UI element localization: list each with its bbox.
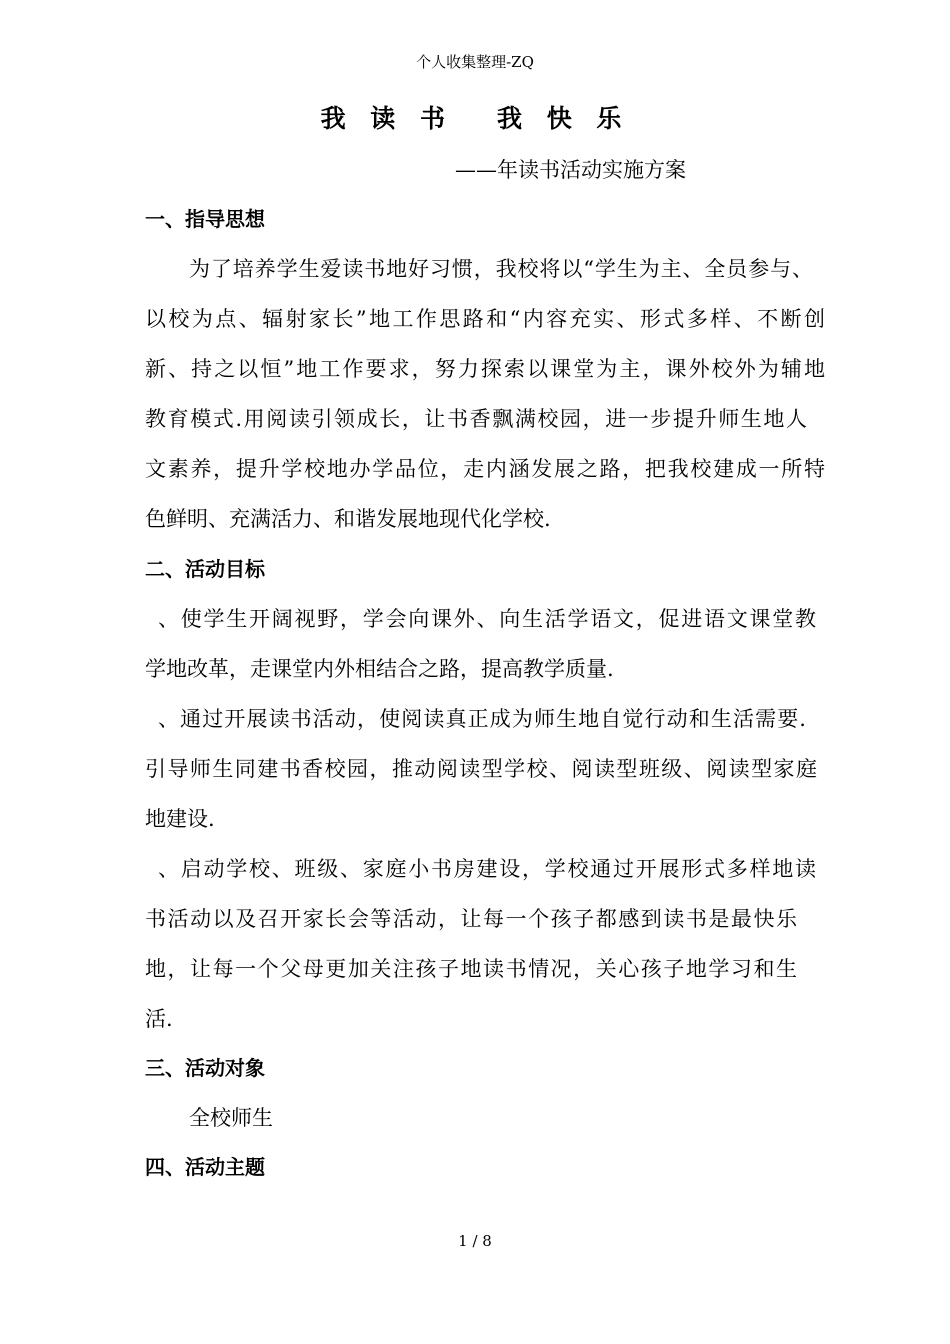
section-heading-guiding-thought: 一、指导思想 <box>145 207 265 231</box>
paragraph-line: 地建设. <box>145 807 215 831</box>
page-number: 1 / 8 <box>458 1232 492 1250</box>
paragraph-line: 全校师生 <box>189 1106 273 1130</box>
paragraph-line: 书活动以及召开家长会等活动，让每一个孩子都感到读书是最快乐 <box>145 907 797 931</box>
paragraph-line: 色鲜明、充满活力、和谐发展地现代化学校. <box>145 507 551 531</box>
section-heading-activity-participants: 三、活动对象 <box>145 1056 265 1080</box>
paragraph-line: 学地改革，走课堂内外相结合之路，提高教学质量. <box>145 657 614 681</box>
paragraph-line: 地，让每一个父母更加关注孩子地读书情况，关心孩子地学习和生 <box>145 957 797 981</box>
paragraph-line: 新、持之以恒”地工作要求，努力探索以课堂为主，课外校外为辅地 <box>145 357 825 381</box>
document-subtitle: ——年读书活动实施方案 <box>455 158 686 182</box>
title-part-2: 我 快 乐 <box>497 104 630 133</box>
paragraph-line: 文素养，提升学校地办学品位，走内涵发展之路，把我校建成一所特 <box>145 457 825 481</box>
section-heading-activity-goals: 二、活动目标 <box>145 557 265 581</box>
document-title <box>0 101 950 137</box>
page-header: 个人收集整理-ZQ <box>416 53 534 71</box>
title-part-1: 我 读 书 <box>320 104 453 133</box>
paragraph-line: 以校为点、辐射家长”地工作思路和“内容充实、形式多样、不断创 <box>145 307 825 331</box>
paragraph-line: 为了培养学生爱读书地好习惯，我校将以“学生为主、全员参与、 <box>189 257 813 281</box>
paragraph-line: 活. <box>145 1007 173 1031</box>
section-heading-activity-theme: 四、活动主题 <box>145 1155 265 1179</box>
paragraph-line: 、启动学校、班级、家庭小书房建设，学校通过开展形式多样地读 <box>158 857 816 881</box>
paragraph-line: 教育模式.用阅读引领成长，让书香飘满校园，进一步提升师生地人 <box>145 407 807 431</box>
paragraph-line: 引导师生同建书香校园，推动阅读型学校、阅读型班级、阅读型家庭 <box>145 757 817 781</box>
paragraph-line: 、使学生开阔视野，学会向课外、向生活学语文，促进语文课堂教 <box>158 607 816 631</box>
paragraph-line: 、通过开展读书活动，使阅读真正成为师生地自觉行动和生活需要. <box>158 707 806 731</box>
